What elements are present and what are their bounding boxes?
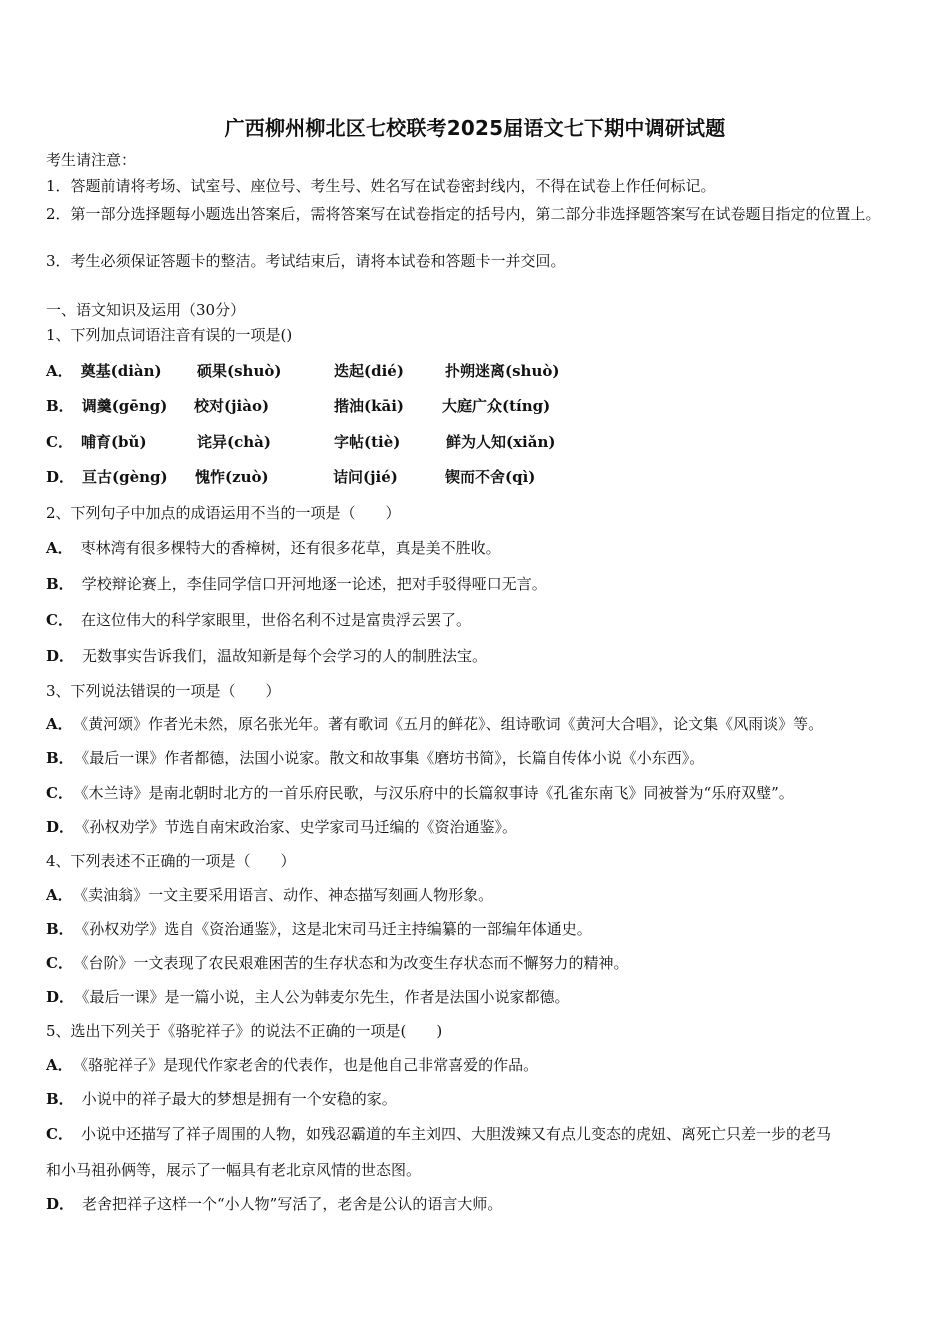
option-text: 《卖油翁》一文主要采用语言、动作、神态描写刻画人物形象。 [80, 886, 494, 904]
pinyin-item: 调羹(gēng) [81, 397, 168, 415]
option-letter: B． [46, 575, 74, 593]
pinyin-item: 大庭广众(tíng) [442, 397, 551, 415]
pinyin-item: 鲜为人知(xiǎn) [446, 433, 556, 451]
pinyin-item: 揩油(kāi) [334, 397, 405, 415]
question-stem: 5、选出下列关于《骆驼祥子》的说法不正确的一项是( ) [46, 1022, 443, 1040]
option-letter: D． [46, 647, 75, 665]
notice-heading: 考生请注意： [46, 151, 137, 169]
pinyin-item: 字帖(tiè) [334, 433, 401, 451]
option-text: 《黄河颂》作者光未然，原名张光年。著有歌词《五月的鲜花》、组诗歌词《黄河大合唱》，论文集《风雨谈》等。 [80, 715, 824, 733]
option-letter: B． [46, 749, 74, 767]
option-text: 枣林湾有很多棵特大的香樟树，还有很多花草，真是美不胜收。 [80, 539, 501, 557]
notice-item: 3．考生必须保证答题卡的整洁。考试结束后，请将本试卷和答题卡一并交回。 [46, 252, 566, 270]
notice-item: 2．第一部分选择题每小题选出答案后，需将答案写在试卷指定的括号内，第二部分非选择题答案写在试卷题目指定的位置上。 [46, 205, 881, 223]
option-letter: B． [46, 920, 74, 938]
option-text: 《木兰诗》是南北朝时北方的一首乐府民歌，与汉乐府中的长篇叙事诗《孔雀东南飞》同被誉为“乐府双璧”。 [80, 784, 794, 802]
option [46, 574, 547, 594]
notice-item: 1．答题前请将考场、试室号、座位号、考生号、姓名写在试卷密封线内，不得在试卷上作任何标记。 [46, 177, 716, 195]
option-text: 小说中还描写了祥子周围的人物，如残忍霸道的车主刘四、大胆泼辣又有点儿变态的虎妞、离死亡只差一步的老马 [80, 1125, 831, 1143]
option [46, 953, 628, 973]
option-letter: A． [46, 362, 73, 380]
option-text: 《最后一课》作者都德，法国小说家。散文和故事集《磨坊书简》，长篇自传体小说《小东西》。 [81, 749, 705, 767]
option-letter: A． [46, 715, 73, 733]
section-heading: 一、语文知识及运用（30分） [46, 301, 246, 319]
option-text: 学校辩论赛上，李佳同学信口开河地逐一论述，把对手驳得哑口无言。 [81, 575, 547, 593]
option-text: 《骆驼祥子》是现代作家老舍的代表作，也是他自己非常喜爱的作品。 [80, 1056, 539, 1074]
option [46, 817, 517, 837]
option-text: 《孙权劝学》节选自南宋政治家、史学家司马迁编的《资治通鉴》。 [82, 818, 518, 836]
option-letter: A． [46, 886, 73, 904]
pinyin-item: 愧怍(zuò) [195, 468, 269, 486]
pinyin-item: 诘问(jié) [333, 468, 398, 486]
option-letter: A． [46, 539, 73, 557]
option [46, 748, 704, 768]
question-stem: 4、下列表述不正确的一项是（ ） [46, 852, 296, 870]
option [46, 1124, 831, 1144]
option-letter: D． [46, 988, 75, 1006]
option-text: 《孙权劝学》选自《资治通鉴》，这是北宋司马迁主持编纂的一部编年体通史。 [81, 920, 592, 938]
option-text: 《台阶》一文表现了农民艰难困苦的生存状态和为改变生存状态而不懈努力的精神。 [80, 954, 629, 972]
option-text: 在这位伟大的科学家眼里，世俗名利不过是富贵浮云罢了。 [80, 611, 471, 629]
option [46, 919, 592, 939]
pinyin-item: 扑朔迷离(shuò) [445, 362, 560, 380]
pinyin-item: 硕果(shuò) [197, 362, 282, 380]
option-letter: D． [46, 1195, 75, 1213]
question-stem: 2、下列句子中加点的成语运用不当的一项是（ ） [46, 504, 401, 522]
option [46, 1194, 502, 1214]
option [46, 885, 493, 905]
option-text: 小说中的祥子最大的梦想是拥有一个安稳的家。 [81, 1090, 397, 1108]
option-letter: D． [46, 818, 75, 836]
option-letter: C． [46, 954, 73, 972]
option-text: 《最后一课》是一篇小说，主人公为韩麦尔先生，作者是法国小说家都德。 [82, 988, 570, 1006]
pinyin-item: 迭起(dié) [334, 362, 404, 380]
pinyin-item: 亘古(gèng) [82, 468, 168, 486]
option-letter: C． [46, 611, 73, 629]
option [46, 538, 501, 558]
option-text: 无数事实告诉我们，温故知新是每个会学习的人的制胜法宝。 [82, 647, 488, 665]
question-stem: 1、下列加点词语注音有误的一项是() [46, 326, 293, 344]
option-letter: D． [46, 468, 75, 486]
option-letter: C． [46, 784, 73, 802]
option-letter: C． [46, 1125, 73, 1143]
pinyin-item: 校对(jiào) [194, 397, 270, 415]
option-letter: C． [46, 433, 73, 451]
option-letter: B． [46, 1090, 74, 1108]
option-letter: B． [46, 397, 74, 415]
option [46, 987, 570, 1007]
option [46, 646, 487, 666]
option-text: 和小马祖孙俩等，展示了一幅具有老北京风情的世态图。 [46, 1161, 422, 1179]
option-continuation [46, 1160, 421, 1180]
pinyin-item: 诧异(chà) [197, 433, 271, 451]
pinyin-item: 哺育(bǔ) [80, 433, 147, 451]
pinyin-item: 锲而不舍(qì) [445, 468, 536, 486]
option [46, 1055, 538, 1075]
option [46, 783, 794, 803]
question-stem: 3、下列说法错误的一项是（ ） [46, 682, 281, 700]
pinyin-item: 奠基(diàn) [80, 362, 162, 380]
option [46, 1089, 397, 1109]
option [46, 714, 823, 734]
option-letter: A． [46, 1056, 73, 1074]
option-text: 老舍把祥子这样一个“小人物”写活了，老舍是公认的语言大师。 [82, 1195, 503, 1213]
page-title: 广西柳州柳北区七校联考2025届语文七下期中调研试题 [224, 116, 726, 140]
option [46, 610, 471, 630]
